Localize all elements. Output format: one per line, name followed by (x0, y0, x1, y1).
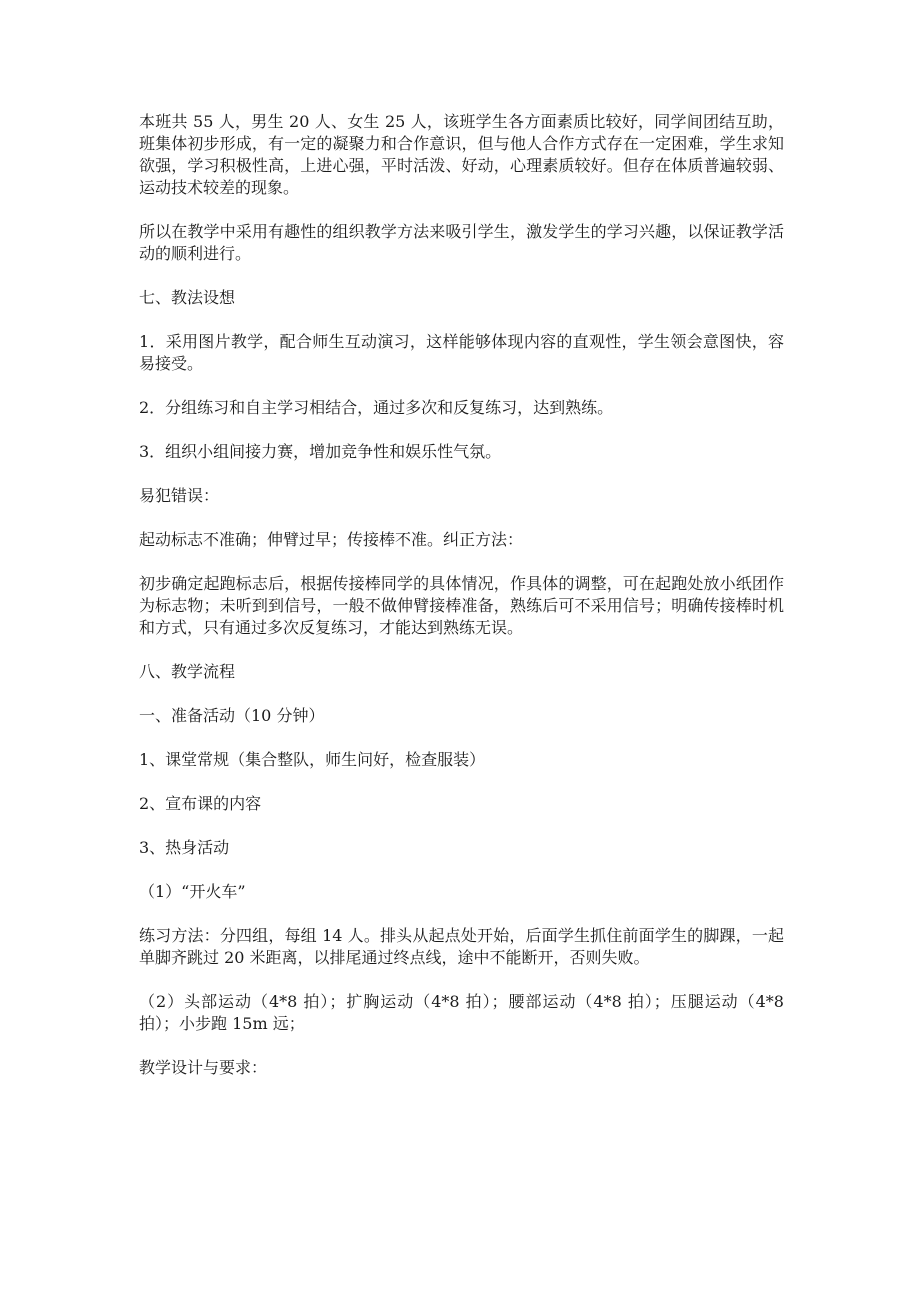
paragraph-exercises: （2）头部运动（4*8 拍）；扩胸运动（4*8 拍）；腰部运动（4*8 拍）；压腿运动（4*8 拍）；小步跑 15m 远； (139, 992, 784, 1033)
subheading-warmup: 一、准备活动（10 分钟） (139, 706, 325, 725)
list-item-method-2: 2．分组练习和自主学习相结合，通过多次和反复练习，达到熟练。 (139, 398, 614, 417)
paragraph-class-overview: 本班共 55 人，男生 20 人、女生 25 人，该班学生各方面素质比较好，同学间团结互助，班集体初步形成，有一定的凝聚力和合作意识，但与他人合作方式存在一定困难，学生求知欲强，学习积极性高，上进心强，平时活泼、好动，心理素质较好。但存在体质普遍较弱、运动技术较差的现象。 (139, 112, 784, 197)
activity-title-train: （1）“开火车” (139, 882, 246, 901)
section-heading-teaching-method: 七、教法设想 (139, 288, 236, 307)
document-body (139, 111, 784, 1079)
subheading-common-errors: 易犯错误： (139, 486, 220, 505)
subheading-design-requirements: 教学设计与要求： (139, 1058, 268, 1077)
paragraph-teaching-approach: 所以在教学中采用有趣性的组织教学方法来吸引学生，激发学生的学习兴趣，以保证教学活动的顺利进行。 (139, 222, 784, 263)
list-item-method-1: 1．采用图片教学，配合师生互动演习，这样能够体现内容的直观性，学生领会意图快，容易接受。 (139, 332, 784, 373)
list-item-method-3: 3．组织小组间接力赛，增加竞争性和娱乐性气氛。 (139, 442, 502, 461)
list-item-warmup-activity: 3、热身活动 (139, 838, 230, 857)
section-heading-teaching-flow: 八、教学流程 (139, 662, 236, 681)
list-item-announce: 2、宣布课的内容 (139, 794, 262, 813)
paragraph-practice-method: 练习方法：分四组，每组 14 人。排头从起点处开始，后面学生抓住前面学生的脚踝，一起单脚齐跳过 20 米距离，以排尾通过终点线，途中不能断开，否则失败。 (139, 926, 784, 967)
paragraph-errors-list: 起动标志不准确；伸臂过早；传接棒不准。纠正方法： (139, 530, 524, 549)
paragraph-correction-methods: 初步确定起跑标志后，根据传接棒同学的具体情况，作具体的调整，可在起跑处放小纸团作为标志物；未听到到信号，一般不做伸臂接棒准备，熟练后可不采用信号；明确传接棒时机和方式，只有通过多次反复练习，才能达到熟练无误。 (139, 574, 784, 637)
list-item-routine: 1、课堂常规（集合整队，师生问好，检查服装） (139, 750, 486, 769)
